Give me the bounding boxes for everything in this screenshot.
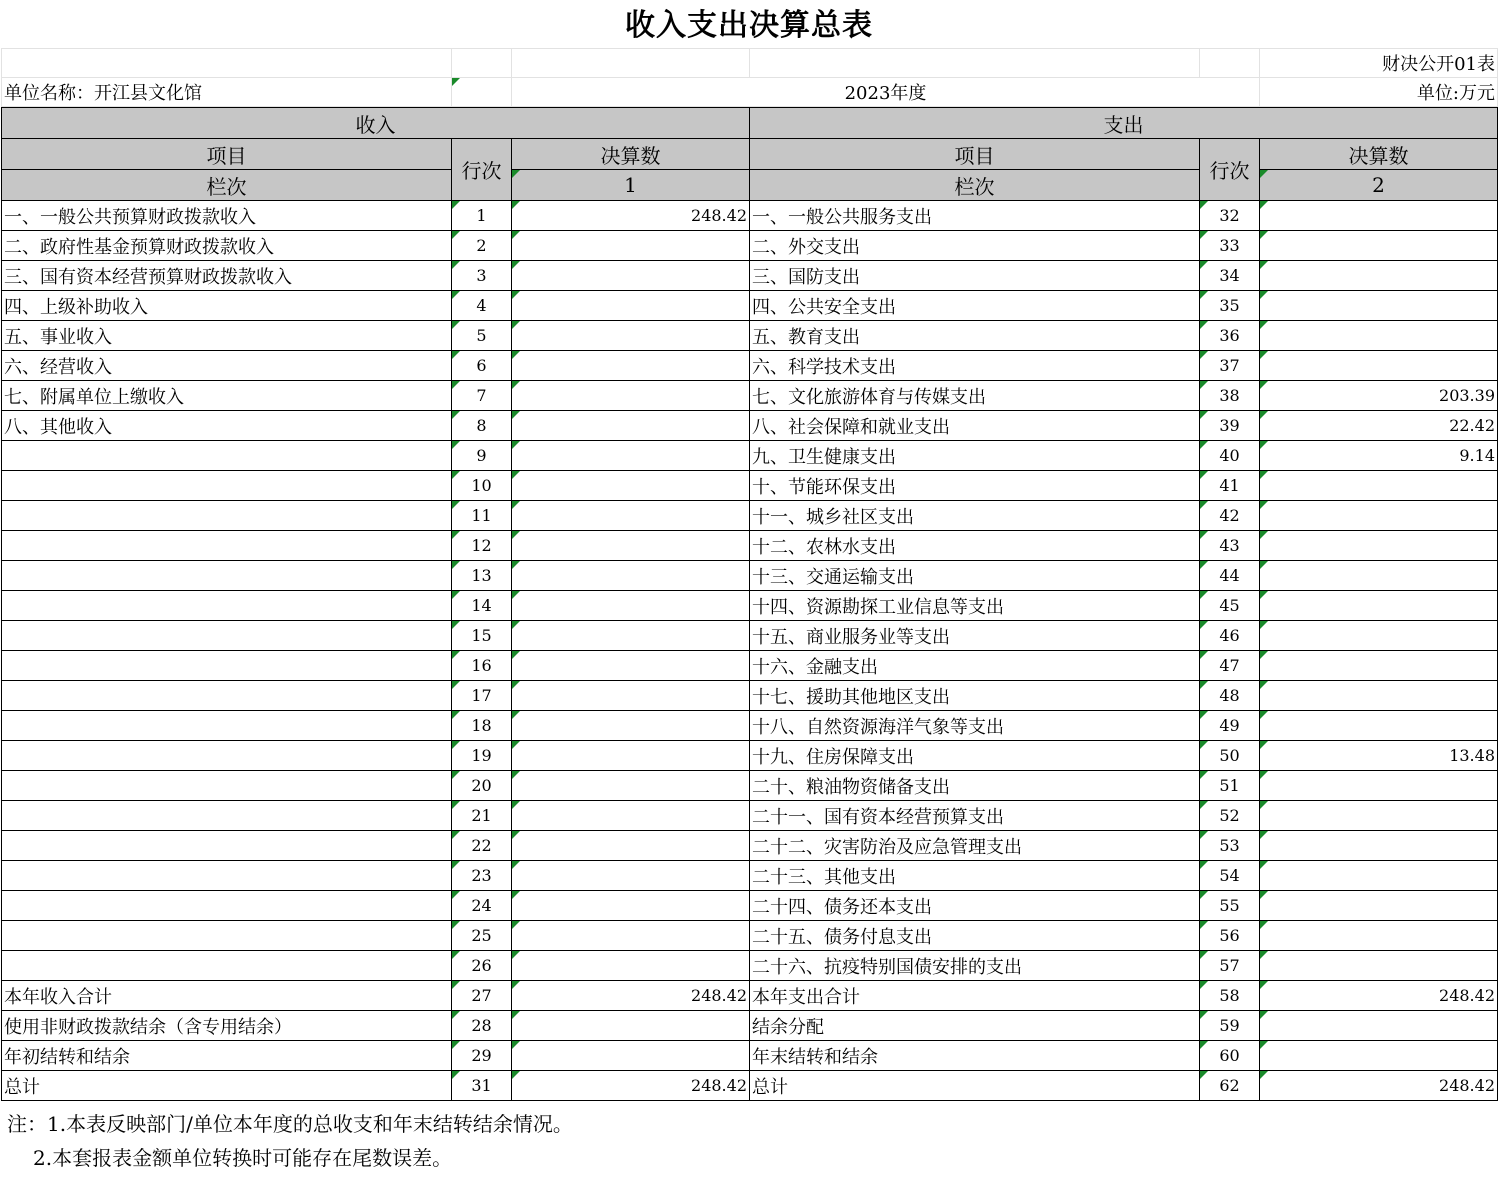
- table-row: [2, 471, 1498, 501]
- table-row: [2, 1041, 1498, 1071]
- expense-row-no-cell[interactable]: 34: [1200, 261, 1260, 291]
- income-row-no-cell[interactable]: 25: [452, 921, 512, 951]
- income-row-no-cell[interactable]: 22: [452, 831, 512, 861]
- income-amount-cell[interactable]: [512, 351, 750, 381]
- expense-amount-cell[interactable]: [1260, 261, 1498, 291]
- expense-row-no-cell[interactable]: 51: [1200, 771, 1260, 801]
- expense-amount-cell[interactable]: [1260, 1011, 1498, 1041]
- expense-amount-cell[interactable]: 9.14: [1260, 441, 1498, 471]
- expense-row-no-cell[interactable]: 53: [1200, 831, 1260, 861]
- income-row-no-cell[interactable]: 7: [452, 381, 512, 411]
- table-row: [2, 951, 1498, 981]
- income-amount-cell[interactable]: [512, 291, 750, 321]
- amount-unit[interactable]: 单位:万元: [1260, 78, 1498, 107]
- income-item-cell[interactable]: [2, 621, 452, 651]
- income-row-no-cell[interactable]: 24: [452, 891, 512, 921]
- expense-row-no-cell[interactable]: 46: [1200, 621, 1260, 651]
- note-1: 注：1.本表反映部门/单位本年度的总收支和年末结转结余情况。: [7, 1112, 573, 1136]
- expense-amount-cell[interactable]: 22.42: [1260, 411, 1498, 441]
- expense-amount-cell[interactable]: [1260, 861, 1498, 891]
- expense-item-header[interactable]: 项目: [750, 139, 1200, 170]
- income-row-no-cell[interactable]: 11: [452, 501, 512, 531]
- expense-item-cell[interactable]: 二十、粮油物资储备支出: [750, 771, 1200, 801]
- section-header-row: [2, 108, 1498, 139]
- expense-row-no-cell[interactable]: 54: [1200, 861, 1260, 891]
- income-row-no-cell[interactable]: 21: [452, 801, 512, 831]
- expense-row-no-header[interactable]: 行次: [1200, 139, 1260, 201]
- income-item-cell[interactable]: 本年收入合计: [2, 981, 452, 1011]
- spreadsheet: [1, 0, 1497, 1175]
- income-row-no-cell[interactable]: 28: [452, 1011, 512, 1041]
- income-column-index[interactable]: 1: [512, 170, 750, 201]
- income-expense-table: [1, 107, 1498, 1101]
- table-row: [2, 1011, 1498, 1041]
- income-amount-header[interactable]: 决算数: [512, 139, 750, 170]
- expense-row-no-cell[interactable]: 48: [1200, 681, 1260, 711]
- expense-row-no-cell[interactable]: 44: [1200, 561, 1260, 591]
- expense-row-no-cell[interactable]: 49: [1200, 711, 1260, 741]
- table-row: [2, 831, 1498, 861]
- income-item-cell[interactable]: [2, 741, 452, 771]
- table-row: [2, 891, 1498, 921]
- expense-amount-cell[interactable]: [1260, 711, 1498, 741]
- income-item-cell[interactable]: [2, 861, 452, 891]
- table-row: [2, 591, 1498, 621]
- expense-row-no-cell[interactable]: 56: [1200, 921, 1260, 951]
- income-item-cell[interactable]: 总计: [2, 1071, 452, 1101]
- income-amount-cell[interactable]: [512, 441, 750, 471]
- form-code-row: [2, 49, 1498, 78]
- expense-item-cell[interactable]: 十八、自然资源海洋气象等支出: [750, 711, 1200, 741]
- income-row-no-cell[interactable]: 5: [452, 321, 512, 351]
- expense-amount-cell[interactable]: 203.39: [1260, 381, 1498, 411]
- expense-row-no-cell[interactable]: 36: [1200, 321, 1260, 351]
- income-item-cell[interactable]: 使用非财政拨款结余（含专用结余）: [2, 1011, 452, 1041]
- income-item-cell[interactable]: [2, 441, 452, 471]
- expense-item-cell[interactable]: 二十六、抗疫特别国债安排的支出: [750, 951, 1200, 981]
- income-amount-cell[interactable]: [512, 771, 750, 801]
- expense-amount-cell[interactable]: [1260, 471, 1498, 501]
- expense-row-no-cell[interactable]: 35: [1200, 291, 1260, 321]
- income-row-no-cell[interactable]: 27: [452, 981, 512, 1011]
- income-header[interactable]: 收入: [2, 108, 750, 139]
- expense-item-cell[interactable]: 二十二、灾害防治及应急管理支出: [750, 831, 1200, 861]
- expense-row-no-cell[interactable]: 60: [1200, 1041, 1260, 1071]
- expense-item-cell[interactable]: 十、节能环保支出: [750, 471, 1200, 501]
- income-item-cell[interactable]: [2, 561, 452, 591]
- expense-amount-cell[interactable]: [1260, 201, 1498, 231]
- income-row-no-cell[interactable]: 1: [452, 201, 512, 231]
- expense-amount-cell[interactable]: 248.42: [1260, 981, 1498, 1011]
- income-row-no-cell[interactable]: 29: [452, 1041, 512, 1071]
- expense-item-cell[interactable]: 五、教育支出: [750, 321, 1200, 351]
- table-row: [2, 531, 1498, 561]
- income-item-cell[interactable]: [2, 471, 452, 501]
- income-amount-cell[interactable]: [512, 891, 750, 921]
- expense-amount-cell[interactable]: [1260, 561, 1498, 591]
- income-amount-cell[interactable]: [512, 681, 750, 711]
- expense-column-index[interactable]: 2: [1260, 170, 1498, 201]
- expense-item-cell[interactable]: 十三、交通运输支出: [750, 561, 1200, 591]
- form-code[interactable]: 财决公开01表: [1260, 49, 1498, 78]
- expense-item-cell[interactable]: 二十三、其他支出: [750, 861, 1200, 891]
- expense-column-label[interactable]: 栏次: [750, 170, 1200, 201]
- table-row: [2, 261, 1498, 291]
- income-item-cell[interactable]: [2, 591, 452, 621]
- table-row: [2, 981, 1498, 1011]
- table-row: [2, 621, 1498, 651]
- income-amount-cell[interactable]: [512, 711, 750, 741]
- expense-row-no-cell[interactable]: 62: [1200, 1071, 1260, 1101]
- income-item-cell[interactable]: [2, 891, 452, 921]
- income-item-cell[interactable]: 六、经营收入: [2, 351, 452, 381]
- expense-item-cell[interactable]: 本年支出合计: [750, 981, 1200, 1011]
- expense-amount-cell[interactable]: [1260, 681, 1498, 711]
- expense-amount-cell[interactable]: [1260, 351, 1498, 381]
- expense-row-no-cell[interactable]: 47: [1200, 651, 1260, 681]
- expense-item-cell[interactable]: 六、科学技术支出: [750, 351, 1200, 381]
- income-item-cell[interactable]: [2, 831, 452, 861]
- table-row: [2, 291, 1498, 321]
- expense-row-no-cell[interactable]: 59: [1200, 1011, 1260, 1041]
- table-row: [2, 321, 1498, 351]
- expense-item-cell[interactable]: 结余分配: [750, 1011, 1200, 1041]
- income-item-cell[interactable]: [2, 921, 452, 951]
- expense-item-cell[interactable]: 二十一、国有资本经营预算支出: [750, 801, 1200, 831]
- income-item-cell[interactable]: 五、事业收入: [2, 321, 452, 351]
- expense-row-no-cell[interactable]: 52: [1200, 801, 1260, 831]
- table-row: [2, 801, 1498, 831]
- income-row-no-cell[interactable]: 31: [452, 1071, 512, 1101]
- table-row: [2, 921, 1498, 951]
- income-row-no-cell[interactable]: 26: [452, 951, 512, 981]
- income-row-no-cell[interactable]: 16: [452, 651, 512, 681]
- expense-item-cell[interactable]: 十七、援助其他地区支出: [750, 681, 1200, 711]
- income-item-cell[interactable]: [2, 531, 452, 561]
- expense-amount-cell[interactable]: [1260, 651, 1498, 681]
- income-item-cell[interactable]: 一、一般公共预算财政拨款收入: [2, 201, 452, 231]
- income-amount-cell[interactable]: [512, 561, 750, 591]
- income-item-cell[interactable]: [2, 681, 452, 711]
- table-row: [2, 741, 1498, 771]
- expense-amount-cell[interactable]: [1260, 531, 1498, 561]
- expense-row-no-cell[interactable]: 57: [1200, 951, 1260, 981]
- expense-row-no-cell[interactable]: 50: [1200, 741, 1260, 771]
- income-amount-cell[interactable]: [512, 471, 750, 501]
- income-row-no-cell[interactable]: 15: [452, 621, 512, 651]
- income-item-cell[interactable]: [2, 711, 452, 741]
- expense-item-cell[interactable]: 二、外交支出: [750, 231, 1200, 261]
- income-item-cell[interactable]: [2, 501, 452, 531]
- income-amount-cell[interactable]: [512, 1011, 750, 1041]
- expense-amount-cell[interactable]: [1260, 291, 1498, 321]
- income-amount-cell[interactable]: [512, 921, 750, 951]
- income-item-cell[interactable]: 七、附属单位上缴收入: [2, 381, 452, 411]
- table-row: [2, 681, 1498, 711]
- expense-amount-cell[interactable]: 248.42: [1260, 1071, 1498, 1101]
- table-row: [2, 771, 1498, 801]
- expense-item-cell[interactable]: 九、卫生健康支出: [750, 441, 1200, 471]
- table-row: [2, 861, 1498, 891]
- income-item-cell[interactable]: 二、政府性基金预算财政拨款收入: [2, 231, 452, 261]
- income-amount-cell[interactable]: [512, 861, 750, 891]
- income-item-cell[interactable]: 八、其他收入: [2, 411, 452, 441]
- expense-item-cell[interactable]: 十四、资源勘探工业信息等支出: [750, 591, 1200, 621]
- income-amount-cell[interactable]: [512, 501, 750, 531]
- income-row-no-cell[interactable]: 17: [452, 681, 512, 711]
- income-row-no-cell[interactable]: 19: [452, 741, 512, 771]
- expense-item-cell[interactable]: 年末结转和结余: [750, 1041, 1200, 1071]
- income-row-no-cell[interactable]: 6: [452, 351, 512, 381]
- income-amount-cell[interactable]: [512, 531, 750, 561]
- expense-item-cell[interactable]: 十二、农林水支出: [750, 531, 1200, 561]
- income-row-no-cell[interactable]: 12: [452, 531, 512, 561]
- income-item-cell[interactable]: [2, 801, 452, 831]
- income-amount-cell[interactable]: [512, 1041, 750, 1071]
- expense-item-cell[interactable]: 十六、金融支出: [750, 651, 1200, 681]
- income-item-cell[interactable]: 四、上级补助收入: [2, 291, 452, 321]
- table-row: [2, 441, 1498, 471]
- income-column-label[interactable]: 栏次: [2, 170, 452, 201]
- expense-amount-cell[interactable]: [1260, 591, 1498, 621]
- income-amount-cell[interactable]: 248.42: [512, 1071, 750, 1101]
- expense-row-no-cell[interactable]: 42: [1200, 501, 1260, 531]
- table-row: [2, 411, 1498, 441]
- expense-row-no-cell[interactable]: 43: [1200, 531, 1260, 561]
- table-row: [2, 351, 1498, 381]
- income-amount-cell[interactable]: [512, 651, 750, 681]
- expense-amount-cell[interactable]: [1260, 801, 1498, 831]
- expense-amount-cell[interactable]: [1260, 1041, 1498, 1071]
- expense-header[interactable]: 支出: [750, 108, 1498, 139]
- column-index-row: [2, 170, 1498, 201]
- expense-row-no-cell[interactable]: 33: [1200, 231, 1260, 261]
- expense-row-no-cell[interactable]: 38: [1200, 381, 1260, 411]
- income-amount-cell[interactable]: 248.42: [512, 201, 750, 231]
- income-row-no-cell[interactable]: 4: [452, 291, 512, 321]
- table-row: [2, 561, 1498, 591]
- expense-item-cell[interactable]: 一、一般公共服务支出: [750, 201, 1200, 231]
- expense-item-cell[interactable]: 三、国防支出: [750, 261, 1200, 291]
- expense-row-no-cell[interactable]: 41: [1200, 471, 1260, 501]
- income-row-no-cell[interactable]: 23: [452, 861, 512, 891]
- notes: [1, 1107, 1497, 1175]
- income-row-no-cell[interactable]: 2: [452, 231, 512, 261]
- income-item-cell[interactable]: 年初结转和结余: [2, 1041, 452, 1071]
- expense-item-cell[interactable]: 八、社会保障和就业支出: [750, 411, 1200, 441]
- expense-item-cell[interactable]: 四、公共安全支出: [750, 291, 1200, 321]
- expense-item-cell[interactable]: 十一、城乡社区支出: [750, 501, 1200, 531]
- income-row-no-header[interactable]: 行次: [452, 139, 512, 201]
- expense-amount-cell[interactable]: [1260, 951, 1498, 981]
- column-header-row: [2, 139, 1498, 170]
- income-amount-cell[interactable]: [512, 261, 750, 291]
- income-amount-cell[interactable]: [512, 591, 750, 621]
- expense-amount-cell[interactable]: [1260, 831, 1498, 861]
- note-2: 2.本套报表金额单位转换时可能存在尾数误差。: [33, 1146, 453, 1170]
- expense-amount-cell[interactable]: 13.48: [1260, 741, 1498, 771]
- income-amount-cell[interactable]: [512, 741, 750, 771]
- expense-row-no-cell[interactable]: 37: [1200, 351, 1260, 381]
- expense-amount-cell[interactable]: [1260, 501, 1498, 531]
- income-amount-cell[interactable]: [512, 801, 750, 831]
- expense-row-no-cell[interactable]: 39: [1200, 411, 1260, 441]
- income-amount-cell[interactable]: [512, 831, 750, 861]
- income-item-cell[interactable]: [2, 651, 452, 681]
- expense-row-no-cell[interactable]: 45: [1200, 591, 1260, 621]
- expense-row-no-cell[interactable]: 55: [1200, 891, 1260, 921]
- expense-row-no-cell[interactable]: 40: [1200, 441, 1260, 471]
- expense-amount-cell[interactable]: [1260, 621, 1498, 651]
- income-row-no-cell[interactable]: 18: [452, 711, 512, 741]
- income-item-header[interactable]: 项目: [2, 139, 452, 170]
- unit-row: [2, 78, 1498, 107]
- income-item-cell[interactable]: [2, 771, 452, 801]
- expense-row-no-cell[interactable]: 58: [1200, 981, 1260, 1011]
- income-row-no-cell[interactable]: 14: [452, 591, 512, 621]
- income-item-cell[interactable]: 三、国有资本经营预算财政拨款收入: [2, 261, 452, 291]
- income-amount-cell[interactable]: 248.42: [512, 981, 750, 1011]
- table-row: [2, 1071, 1498, 1101]
- expense-item-cell[interactable]: 十九、住房保障支出: [750, 741, 1200, 771]
- income-item-cell[interactable]: [2, 951, 452, 981]
- income-amount-cell[interactable]: [512, 621, 750, 651]
- expense-item-cell[interactable]: 七、文化旅游体育与传媒支出: [750, 381, 1200, 411]
- page-title: 收入支出决算总表: [625, 8, 873, 43]
- table-row: [2, 711, 1498, 741]
- table-row: [2, 501, 1498, 531]
- income-amount-cell[interactable]: [512, 381, 750, 411]
- expense-item-cell[interactable]: 二十五、债务付息支出: [750, 921, 1200, 951]
- expense-item-cell[interactable]: 十五、商业服务业等支出: [750, 621, 1200, 651]
- table-row: [2, 651, 1498, 681]
- expense-amount-cell[interactable]: [1260, 891, 1498, 921]
- income-amount-cell[interactable]: [512, 411, 750, 441]
- expense-amount-cell[interactable]: [1260, 771, 1498, 801]
- income-amount-cell[interactable]: [512, 951, 750, 981]
- expense-item-cell[interactable]: 二十四、债务还本支出: [750, 891, 1200, 921]
- income-row-no-cell[interactable]: 10: [452, 471, 512, 501]
- unit-name[interactable]: 单位名称：开江县文化馆: [2, 78, 452, 107]
- income-amount-cell[interactable]: [512, 231, 750, 261]
- income-row-no-cell[interactable]: 3: [452, 261, 512, 291]
- income-row-no-cell[interactable]: 9: [452, 441, 512, 471]
- expense-item-cell[interactable]: 总计: [750, 1071, 1200, 1101]
- income-amount-cell[interactable]: [512, 321, 750, 351]
- meta-table: [1, 48, 1498, 107]
- table-row: [2, 231, 1498, 261]
- table-row: [2, 381, 1498, 411]
- income-row-no-cell[interactable]: 8: [452, 411, 512, 441]
- fiscal-year[interactable]: 2023年度: [512, 78, 1260, 107]
- expense-amount-cell[interactable]: [1260, 921, 1498, 951]
- table-row: [2, 201, 1498, 231]
- expense-amount-cell[interactable]: [1260, 321, 1498, 351]
- income-row-no-cell[interactable]: 20: [452, 771, 512, 801]
- income-row-no-cell[interactable]: 13: [452, 561, 512, 591]
- expense-row-no-cell[interactable]: 32: [1200, 201, 1260, 231]
- expense-amount-header[interactable]: 决算数: [1260, 139, 1498, 170]
- expense-amount-cell[interactable]: [1260, 231, 1498, 261]
